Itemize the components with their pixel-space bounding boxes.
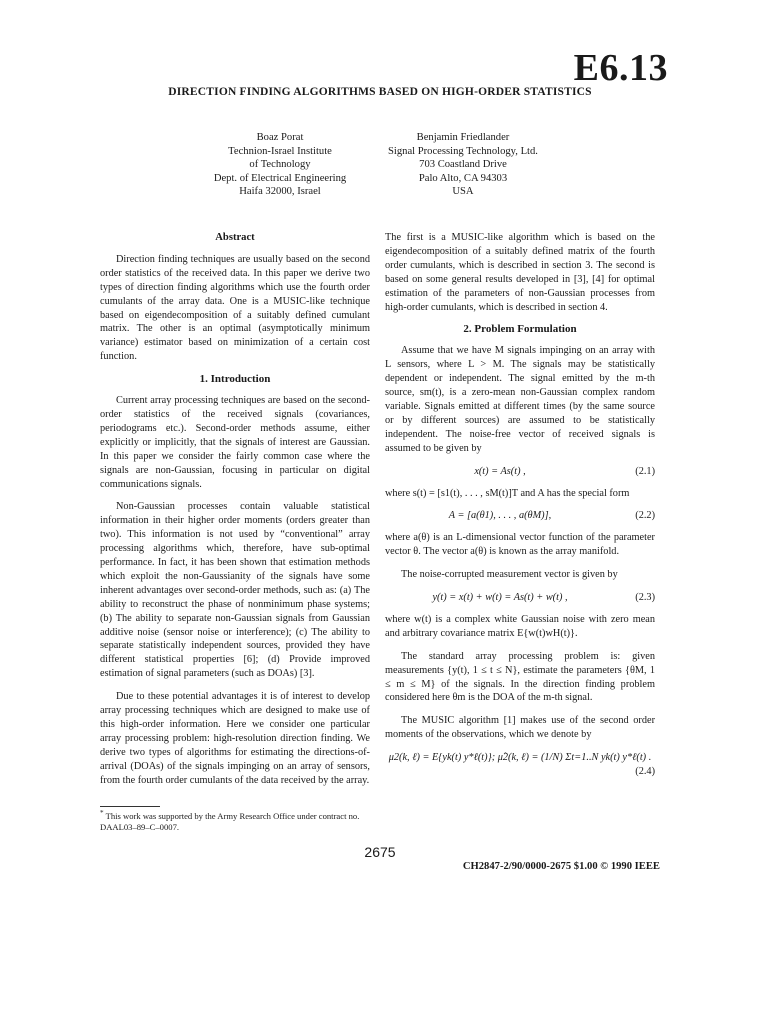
abstract-heading: Abstract bbox=[215, 232, 255, 243]
equation-expression: μ2(k, ℓ) = E{yk(t) y*ℓ(t)}; μ̂2(k, ℓ) = (1/N) Σt=1..N yk(t) y*ℓ(t) . bbox=[388, 752, 652, 764]
equation-number: (2.4) bbox=[635, 766, 655, 778]
body-paragraph: where s(t) = [s1(t), . . . , sM(t)]T and A has the special form bbox=[385, 487, 630, 499]
left-column bbox=[100, 231, 370, 797]
copyright-line: CH2847-2/90/0000-2675 $1.00 © 1990 IEEE bbox=[462, 861, 660, 872]
equation-2-2 bbox=[385, 509, 655, 523]
footnote-rule bbox=[100, 806, 160, 807]
author-affiliation: Dept. of Electrical Engineering bbox=[213, 172, 347, 184]
equation-number: (2.3) bbox=[635, 592, 655, 604]
section-heading-introduction: 1. Introduction bbox=[199, 373, 271, 386]
author-name: Boaz Porat bbox=[256, 132, 304, 143]
author-address: Haifa 32000, Israel bbox=[239, 186, 321, 198]
author-block-1 bbox=[190, 131, 370, 199]
paper-title: DIRECTION FINDING ALGORITHMS BASED ON HIGH-ORDER STATISTICS bbox=[168, 86, 592, 98]
equation-2-1 bbox=[385, 465, 655, 479]
equation-2-3 bbox=[385, 591, 655, 605]
body-paragraph: Assume that we have M signals impinging on an array with L sensors, where L > M. The signals may be statistically dependent or independent. The signal emitted by the m-th source, sm(t), is a zero-mean non-Gaussian complex random variable. Signals emitted at different times (by the same source or by different sources) are assumed to be statistically independent. The noise-free vector of received signals is assumed to be given by bbox=[385, 345, 655, 454]
right-column bbox=[385, 231, 655, 787]
equation-expression: x(t) = As(t) , bbox=[474, 465, 526, 477]
equation-number: (2.2) bbox=[635, 510, 655, 522]
author-address: 703 Coastland Drive bbox=[419, 159, 507, 171]
body-paragraph: where w(t) is a complex white Gaussian noise with zero mean and arbitrary covariance matrix E{w(t)wH(t)}. bbox=[385, 613, 655, 639]
body-paragraph: where a(θ) is an L-dimensional vector function of the parameter vector θ. The vector a(θ) is known as the array manifold. bbox=[385, 532, 655, 558]
body-paragraph: The standard array processing problem is: given measurements {y(t), 1 ≤ t ≤ N}, estimate the parameters {θM, 1 ≤ m ≤ M} of the signals. In the direction finding problem considered here θm is the DOA of the m-th signal. bbox=[385, 650, 655, 704]
abstract-text: Direction finding techniques are usually based on the second order statistics of the received data. In this paper we derive two types of direction finding algorithms which use the fourth order cumulants of the array data. One is a MUSIC-like technique based on eigendecomposition of a suitably defined cumulant matrix. The other is an optimal (asymptotically minimum variance) estimator based on minimization of a certain cost function. bbox=[100, 253, 370, 363]
author-affiliation: of Technology bbox=[249, 159, 311, 171]
footnote-marker: * bbox=[100, 809, 104, 817]
equation-expression: y(t) = x(t) + w(t) = As(t) + w(t) , bbox=[432, 592, 568, 604]
body-paragraph: The MUSIC algorithm [1] makes use of the second order moments of the observations, which we denote by bbox=[385, 715, 655, 741]
intro-paragraph: Non-Gaussian processes contain valuable statistical information in their higher order moments (orders greater than two). This information is not used by “conventional” array processing algorithms which, therefore, have sub-optimal performance. In fact, it has been shown that estimation methods which exploit the non-Gaussianity of the signals have some inherent advantages over second-order methods, such as: (a) The ability to reconstruct the phase of nonminimum phase systems; (b) The ability to separate non-Gaussian signals from Gaussian additive noise (sensor noise or interference); (c) The ability to separate statistically independent sources, provided they have different statistical properties [6]; (d) Provide improved estimation of signal parameters (such as DOAs) [3]. bbox=[100, 501, 370, 680]
footnote-text: This work was supported by the Army Research Office under contract no. DAAL03–89–C–0007. bbox=[100, 810, 360, 832]
paper-id: E6.13 bbox=[573, 47, 668, 89]
author-address: Palo Alto, CA 94303 bbox=[418, 172, 508, 184]
equation-number: (2.1) bbox=[635, 465, 655, 477]
author-name: Benjamin Friedlander bbox=[416, 132, 510, 143]
footnote bbox=[100, 808, 372, 833]
equation-expression: A = [a(θ1), . . . , a(θM)], bbox=[448, 510, 552, 522]
author-affiliation: Technion-Israel Institute bbox=[228, 145, 332, 157]
author-affiliation: Signal Processing Technology, Ltd. bbox=[388, 145, 538, 157]
intro-paragraph: Current array processing techniques are based on the second-order statistics of the received signals (covariances, periodograms etc.). Second-order methods assume, either explicitly or implicitly, that the signals of interest are Gaussian. In this paper we consider the fairly common case where the signals are non-Gaussian, focusing in particular on digital communications signals. bbox=[100, 395, 370, 490]
page-number: 2675 bbox=[364, 844, 396, 860]
author-block-2 bbox=[368, 131, 558, 199]
intro-paragraph: Due to these potential advantages it is of interest to develop array processing techniques which are designed to make use of this high-order information. Here we consider one particular array processing problem: high-resolution direction finding. We derive two types of algorithms for estimating the directions-of-arrival (DOAs) of the signals impinging on an array of sensors, from the fourth order cumulants of the data received by the array. bbox=[100, 691, 370, 786]
equation-2-4 bbox=[385, 751, 655, 779]
section-heading-problem-formulation: 2. Problem Formulation bbox=[463, 323, 577, 336]
body-paragraph: The first is a MUSIC-like algorithm which is based on the eigendecomposition of a suitably defined matrix of the fourth order cumulants, which is described in section 3. The second is based on some general results developed in [3], [4] for optimal estimation of the parameters of non-Gaussian processes from high-order cumulants, which is described in section 4. bbox=[385, 232, 655, 313]
body-paragraph: The noise-corrupted measurement vector is given by bbox=[401, 569, 618, 581]
author-country: USA bbox=[452, 186, 474, 198]
